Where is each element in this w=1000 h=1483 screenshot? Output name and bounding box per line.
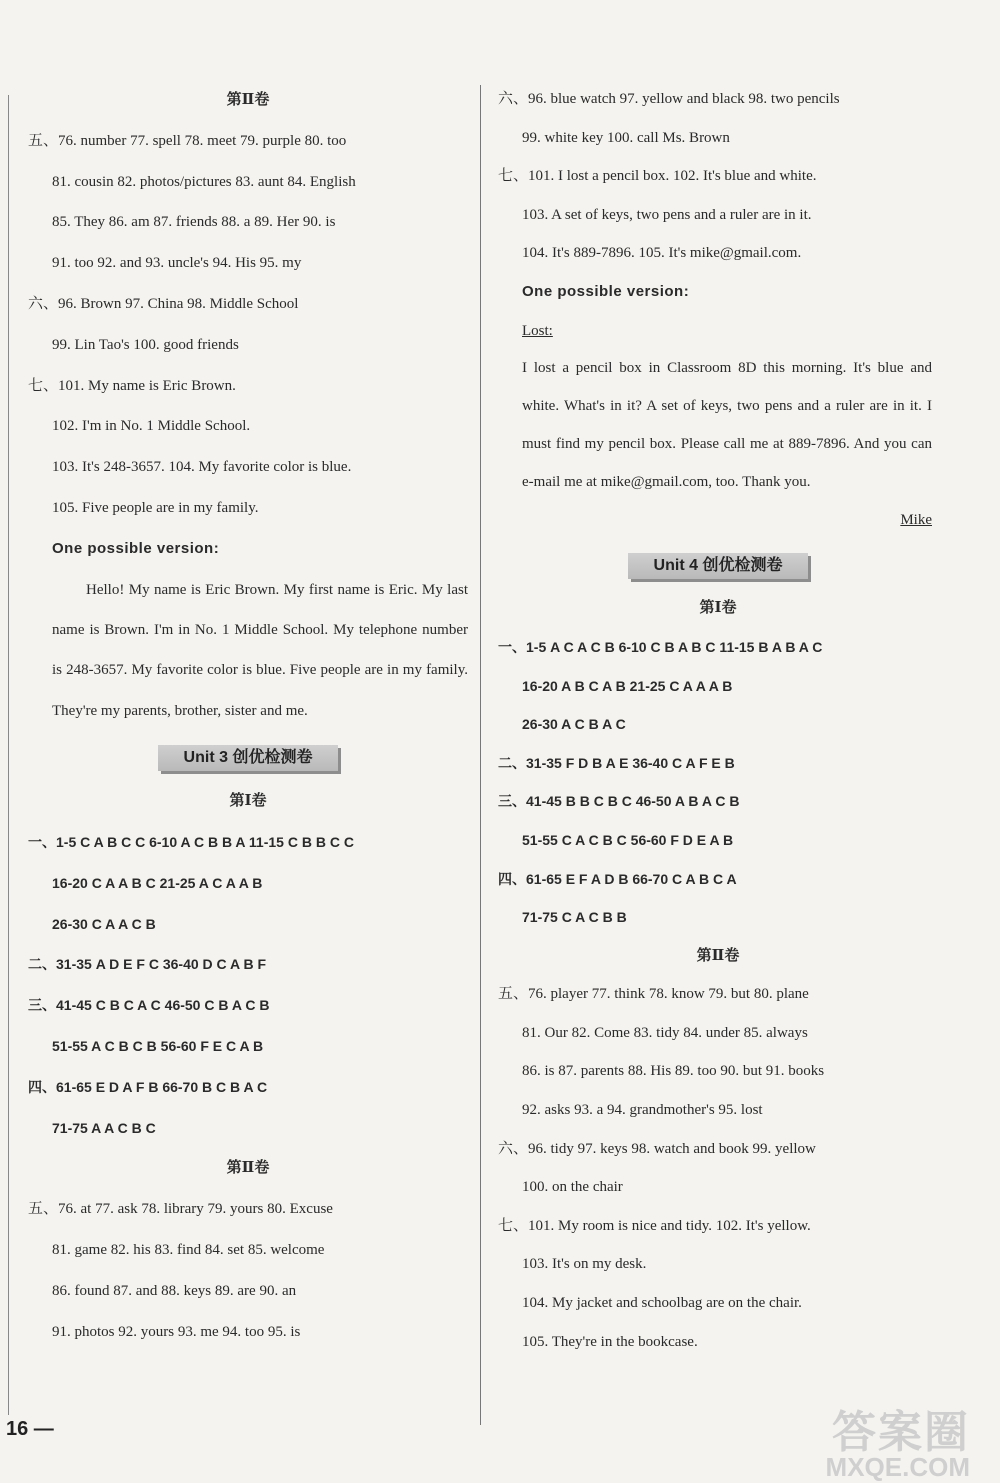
answer-line: 86. is 87. parents 88. His 89. too 90. but 91. books	[522, 1063, 825, 1080]
answer-line: 105. They're in the bookcase.	[522, 1333, 698, 1350]
answer-line: 五、76. player 77. think 78. know 79. but 80. plane	[498, 986, 809, 1003]
answer-line: 七、101. My name is Eric Brown.	[28, 377, 236, 394]
answer-line: 16-20 A B C A B 21-25 C A A A B	[522, 677, 733, 694]
section-title: 第Ⅱ卷	[226, 1160, 270, 1177]
answer-line: 七、101. I lost a pencil box. 102. It's blue and white.	[498, 168, 817, 185]
answer-line: 103. It's on my desk.	[522, 1256, 647, 1273]
answer-line: 26-30 C A A C B	[52, 915, 156, 932]
notice-paragraph: I lost a pencil box in Classroom 8D this morning. It's blue and white. What's in it? A set of keys, two pens and a ruler are in it. I must find my pencil box. Please call me at 889-7896. And you can e-mail me at mike@gmail.com, too. Thank you.	[522, 360, 932, 490]
column-divider	[480, 85, 481, 1425]
answer-line: 99. Lin Tao's 100. good friends	[52, 336, 239, 353]
answer-line: 103. A set of keys, two pens and a ruler are in it.	[522, 206, 812, 223]
answer-line: 91. too 92. and 93. uncle's 94. His 95. my	[52, 255, 302, 272]
answer-line: 81. Our 82. Come 83. tidy 84. under 85. always	[522, 1024, 808, 1041]
answer-line: 105. Five people are in my family.	[52, 499, 259, 516]
left-column	[28, 80, 468, 1352]
right-column	[498, 80, 938, 1361]
answer-line: 85. They 86. am 87. friends 88. a 89. Her 90. is	[52, 214, 336, 231]
answer-line: 104. My jacket and schoolbag are on the chair.	[522, 1295, 802, 1312]
answer-line: 六、96. blue watch 97. yellow and black 98. two pencils	[498, 91, 840, 107]
answer-line: 六、96. Brown 97. China 98. Middle School	[28, 295, 299, 312]
watermark	[780, 1396, 970, 1482]
answer-line: 16-20 C A A B C 21-25 A C A A B	[52, 874, 263, 891]
answer-line: 71-75 A A C B C	[52, 1119, 156, 1136]
answer-line: 103. It's 248-3657. 104. My favorite color is blue.	[52, 459, 352, 476]
answer-line: 三、41-45 B B C B C 46-50 A B A C B	[498, 793, 740, 810]
answer-line: 六、96. tidy 97. keys 98. watch and book 99. yellow	[498, 1140, 816, 1157]
answer-line: 二、31-35 F D B A E 36-40 C A F E B	[498, 754, 735, 771]
answer-line: 51-55 A C B C B 56-60 F E C A B	[52, 1037, 264, 1054]
unit4-banner: Unit 4 创优检测卷	[628, 553, 808, 579]
signature-text: Mike	[900, 512, 932, 529]
signature	[498, 501, 938, 539]
answer-line: 五、76. at 77. ask 78. library 79. yours 80. Excuse	[28, 1201, 333, 1218]
answer-line: 26-30 A C B A C	[522, 716, 626, 733]
answer-line: 51-55 C A C B C 56-60 F D E A B	[522, 831, 734, 848]
section-title: 第Ⅱ卷	[226, 92, 270, 108]
answer-line: 104. It's 889-7896. 105. It's mike@gmail.com.	[522, 245, 802, 262]
answer-line: 三、41-45 C B C A C 46-50 C B A C B	[28, 997, 270, 1014]
possible-version-label: One possible version:	[522, 282, 690, 300]
section-title: 第Ⅰ卷	[699, 600, 737, 617]
left-edge-line	[8, 95, 9, 1415]
answer-line: 71-75 C A C B B	[522, 909, 627, 926]
answer-line: 一、1-5 A C A C B 6-10 C B A B C 11-15 B A B A C	[498, 638, 823, 655]
unit3-banner: Unit 3 创优检测卷	[158, 745, 338, 771]
section-title: 第Ⅰ卷	[229, 793, 267, 810]
answer-line: 七、101. My room is nice and tidy. 102. It's yellow.	[498, 1217, 811, 1234]
answer-line: 91. photos 92. yours 93. me 94. too 95. is	[52, 1323, 301, 1340]
answer-line: 100. on the chair	[522, 1179, 623, 1196]
watermark-top: 答案圈	[832, 1408, 970, 1457]
answer-line: 四、61-65 E D A F B 66-70 B C B A C	[28, 1078, 268, 1095]
watermark-bottom: MXQE.COM	[825, 1452, 970, 1482]
possible-version-label: One possible version:	[52, 539, 220, 557]
essay-paragraph: Hello! My name is Eric Brown. My first name is Eric. My last name is Brown. I'm in No. 1 Middle School. My telephone number is 248-3657. My favorite color is blue. Five people are in my family. They're my parents, brother, sister and me.	[52, 581, 468, 719]
section-title: 第Ⅱ卷	[696, 947, 740, 964]
answer-line: 86. found 87. and 88. keys 89. are 90. an	[52, 1282, 297, 1299]
answer-line: 二、31-35 A D E F C 36-40 D C A B F	[28, 956, 267, 973]
answer-line: 四、61-65 E F A D B 66-70 C A B C A	[498, 870, 737, 887]
page-number: 16 —	[6, 1418, 54, 1440]
notice-heading: Lost:	[522, 322, 553, 339]
answer-line: 102. I'm in No. 1 Middle School.	[52, 418, 251, 435]
answer-line: 81. game 82. his 83. find 84. set 85. welcome	[52, 1241, 325, 1258]
answer-line: 99. white key 100. call Ms. Brown	[522, 129, 730, 146]
answer-line: 一、1-5 C A B C C 6-10 A C B B A 11-15 C B B C C	[28, 833, 354, 850]
answer-line: 五、76. number 77. spell 78. meet 79. purple 80. too	[28, 132, 347, 149]
answer-line: 81. cousin 82. photos/pictures 83. aunt 84. English	[52, 173, 356, 190]
answer-line: 92. asks 93. a 94. grandmother's 95. lost	[522, 1102, 763, 1119]
